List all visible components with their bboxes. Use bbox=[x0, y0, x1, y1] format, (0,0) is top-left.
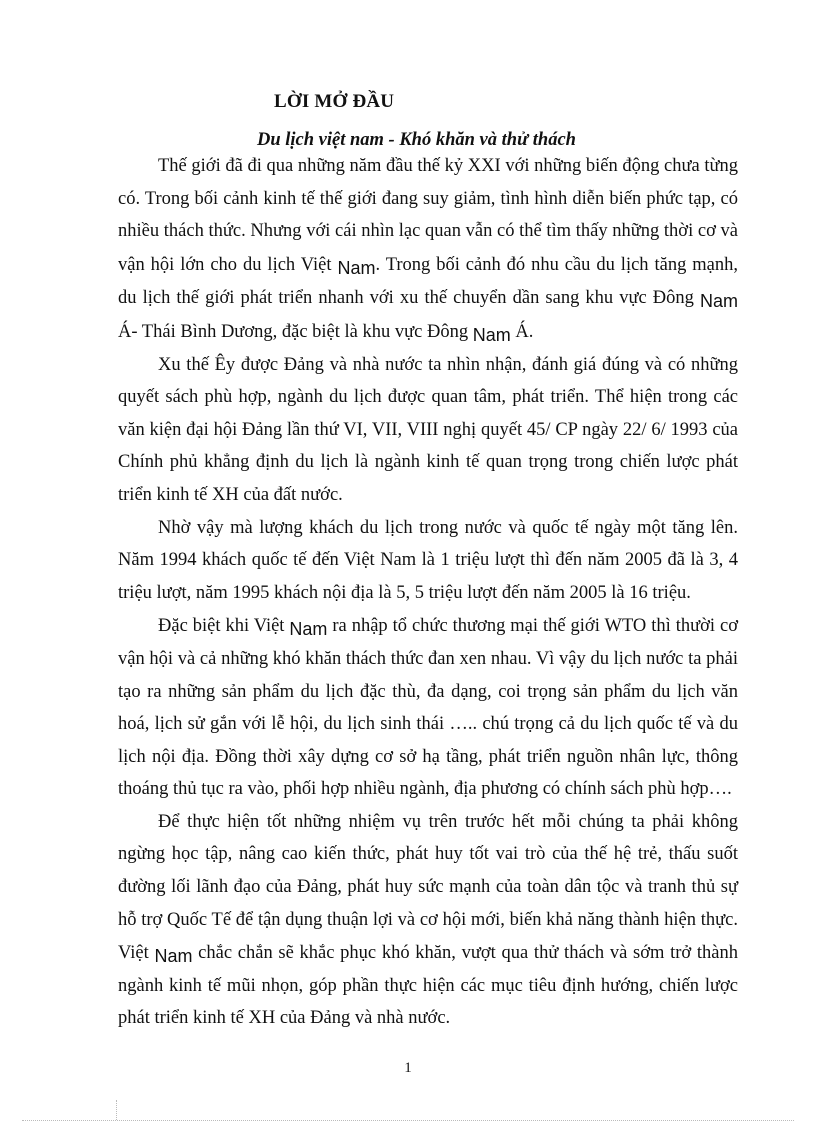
paragraph-text: chắc chắn sẽ khắc phục khó khăn, vượt qua thử thách và sớm trở thành ngành kinh tế mũi nhọn, góp phần thực hiện các mục tiêu định hướng, chiến lược phát triển kinh tế XH của Đảng và nhà nước. bbox=[118, 943, 738, 1029]
paragraph-text: ra nhập tổ chức thương mại thế giới WTO thì thười cơ vận hội và cả những khó khăn thách thức đan xen nhau. Vì vậy du lịch nước ta phải tạo ra những sản phẩm du lịch đặc thù, đa dạng, coi trọng sản phẩm du lịch văn hoá, lịch sử gắn với lễ hội, du lịch sinh thái ….. chú trọng cả du lịch quốc tế và du lịch nội địa. Đồng thời xây dựng cơ sở hạ tầng, phát triển nguồn nhân lực, thông thoáng thủ tục ra vào, phối hợp nhiều ngành, địa phương có chính sách phù hợp…. bbox=[118, 616, 738, 800]
document-body bbox=[118, 150, 738, 1035]
page-number: 1 bbox=[404, 1060, 412, 1076]
paragraph-text: Á- Thái Bình Dương, đặc biệt là khu vực Đông bbox=[118, 321, 473, 342]
paragraph-text: Xu thế Êy được Đảng và nhà nước ta nhìn nhận, đánh giá đúng và có những quyết sách phù hợp, ngành du lịch được quan tâm, phát triển. Thể hiện trong các văn kiện đại hội Đảng lần thứ VI, VII, VIII nghị quyết 45/ CP ngày 22/ 6/ 1993 của Chính phủ khẳng định du lịch là ngành kinh tế quan trọng trong chiến lược phát triển kinh tế XH của đất nước. bbox=[118, 354, 738, 505]
paragraph-3 bbox=[118, 512, 738, 610]
paragraph-1 bbox=[118, 150, 738, 349]
paragraph-text: . Trong bối cảnh đó nhu cầu du lịch tăng mạnh, du lịch thế giới phát triển nhanh với xu thế chuyển dần sang khu vực Đông bbox=[118, 254, 738, 309]
document-subtitle: Du lịch việt nam - Khó khăn và thử thách bbox=[257, 130, 576, 150]
paragraph-text: Nam bbox=[699, 291, 738, 312]
paragraph-text: Đặc biệt khi Việt bbox=[158, 616, 290, 637]
paragraph-text: Nam bbox=[337, 257, 376, 278]
margin-guide bbox=[116, 1100, 118, 1120]
paragraph-text: Thế giới đã đi qua những năm đầu thế kỷ XXI với những biến động chưa từng có. Trong bối cảnh kinh tế thế giới đang suy giảm, tình hình diễn biến phức tạp, có nhiều thách thức. Nhưng với cái nhìn lạc quan vẫn có thể tìm thấy những thời cơ và vận hội lớn cho du lịch Việt bbox=[118, 156, 738, 275]
paragraph-text: Để thực hiện tốt những nhiệm vụ trên trước hết mỗi chúng ta phải không ngừng học tập, nâng cao kiến thức, phát huy tốt vai trò của thế hệ trẻ, thấu suốt đường lối lãnh đạo của Đảng, phát huy sức mạnh của toàn dân tộc và tranh thủ sự hỗ trợ Quốc Tế để tận dụng thuận lợi và cơ hội mới, biến khả năng thành hiện thực. Việt bbox=[118, 811, 738, 964]
paragraph-text: Nam bbox=[154, 946, 193, 967]
paragraph-text: Á. bbox=[510, 321, 534, 342]
paragraph-text: Nhờ vậy mà lượng khách du lịch trong nước và quốc tế ngày một tăng lên. Năm 1994 khách quốc tế đến Việt Nam là 1 triệu lượt thì đến năm 2005 đã là 3, 4 triệu lượt, năm 1995 khách nội địa là 5, 5 triệu lượt đến năm 2005 là 16 triệu. bbox=[118, 517, 738, 603]
paragraph-2 bbox=[118, 349, 738, 512]
page-bottom-border bbox=[22, 1120, 794, 1121]
paragraph-text: Nam bbox=[472, 324, 511, 345]
paragraph-text: Nam bbox=[289, 619, 328, 640]
paragraph-4 bbox=[118, 609, 738, 806]
paragraph-5 bbox=[118, 806, 738, 1035]
document-title: LỜI MỞ ĐẦU bbox=[274, 91, 395, 112]
